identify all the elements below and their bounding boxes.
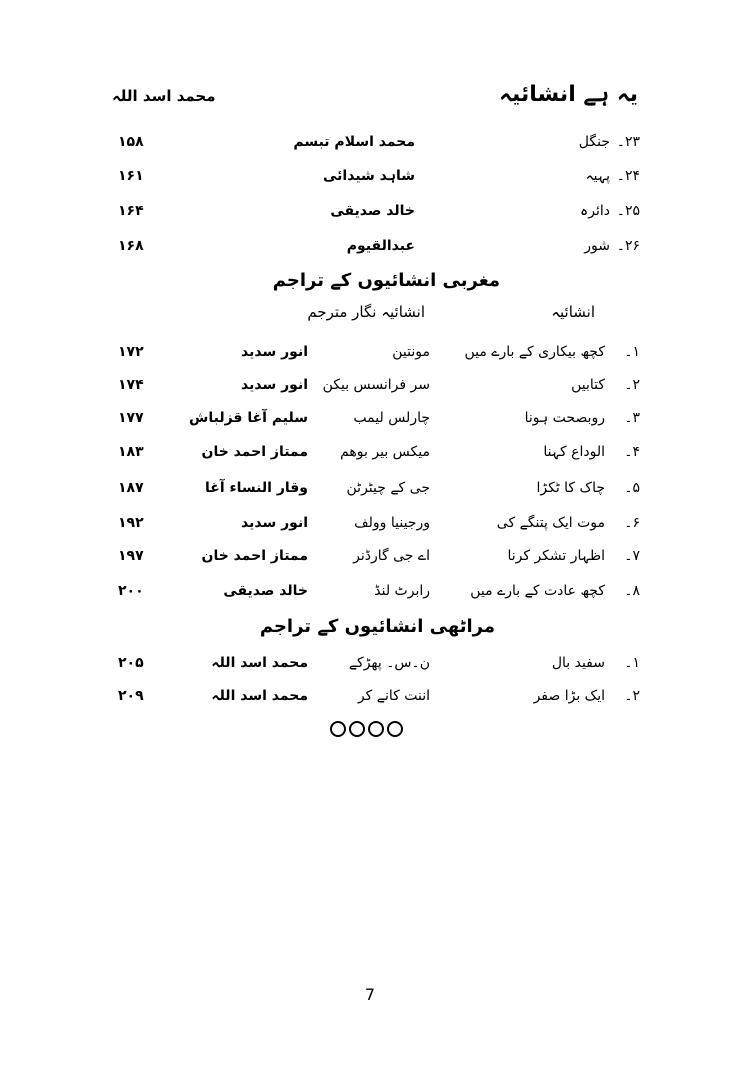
entry-number: ۷۔ <box>624 548 640 564</box>
entry-page: ۱۶۱ <box>118 168 144 184</box>
entry-title: روبصحت ہونا <box>524 410 605 426</box>
entry-author: ن۔س۔ پھڑکے <box>348 655 430 671</box>
entry-number: ۲۔ <box>624 688 640 704</box>
entry-title: کچھ عادت کے بارے میں <box>470 583 605 599</box>
entry-page: ۱۸۷ <box>118 480 144 496</box>
entry-page: ۲۰۵ <box>118 655 144 671</box>
page-number: 7 <box>364 985 376 1004</box>
entry-author: سر فرانسس بیکن <box>322 377 430 393</box>
entry-number: ۲۴۔ <box>616 168 640 184</box>
entry-page: ۱۹۲ <box>118 515 144 531</box>
entry-translator: محمد اسد اللہ <box>211 688 308 704</box>
entry-author: میکس بیر بوھم <box>340 444 430 460</box>
entry-author: مونتین <box>392 344 430 360</box>
entry-title: کتابیں <box>571 377 605 393</box>
entry-page: ۱۵۸ <box>118 134 144 150</box>
toc-entry <box>112 341 640 367</box>
entry-author: خالد صدیقی <box>330 203 415 219</box>
entry-number: ۲۳۔ <box>616 134 640 150</box>
entry-page: ۱۷۷ <box>118 410 144 426</box>
toc-entry <box>112 512 640 538</box>
four-circles-ornament-icon <box>330 721 410 737</box>
entry-number: ۱۔ <box>624 655 640 671</box>
entry-page: ۱۹۷ <box>118 548 144 564</box>
entry-author: اے جی گارڈنر <box>353 548 430 564</box>
book-title: یہ ہے انشائیہ <box>499 82 638 107</box>
entry-title: چاک کا ٹکڑا <box>536 480 605 496</box>
entry-title: پہیہ <box>585 168 610 184</box>
entry-translator: انور سدید <box>241 515 308 531</box>
toc-entry <box>112 477 640 503</box>
toc-entry <box>112 441 640 467</box>
entry-translator: سلیم آغا قزلباش <box>189 410 308 426</box>
toc-entry <box>112 165 640 191</box>
book-author: محمد اسد اللہ <box>112 87 216 105</box>
entry-title: اظہار تشکر کرنا <box>507 548 605 564</box>
entry-number: ۲۔ <box>624 377 640 393</box>
toc-entry <box>112 685 640 711</box>
entry-page: ۱۷۲ <box>118 344 144 360</box>
entry-translator: محمد اسد اللہ <box>211 655 308 671</box>
entry-title: دائرہ <box>580 203 610 219</box>
entry-translator: ممتاز احمد خان <box>201 548 308 564</box>
section-heading-marathi: مراٹھی انشائیوں کے تراجم <box>259 616 495 637</box>
entry-page: ۲۰۹ <box>118 688 144 704</box>
entry-title: ایک بڑا صفر <box>533 688 605 704</box>
toc-entry <box>112 200 640 226</box>
column-header-writer-translator: انشائیہ نگار مترجم <box>307 303 425 321</box>
circle-icon <box>368 721 384 737</box>
circle-icon <box>387 721 403 737</box>
circle-icon <box>349 721 365 737</box>
entry-translator: ممتاز احمد خان <box>201 444 308 460</box>
entry-page: ۲۰۰ <box>118 583 144 599</box>
entry-translator: خالد صدیقی <box>223 583 308 599</box>
entry-number: ۵۔ <box>624 480 640 496</box>
entry-author: چارلس لیمب <box>353 410 430 426</box>
circle-icon <box>330 721 346 737</box>
toc-entry <box>112 131 640 157</box>
entry-author: ورجینیا وولف <box>354 515 430 531</box>
entry-number: ۲۵۔ <box>616 203 640 219</box>
column-header-essay: انشائیہ <box>551 303 595 321</box>
entry-page: ۱۸۳ <box>118 444 144 460</box>
entry-number: ۴۔ <box>624 444 640 460</box>
entry-number: ۳۔ <box>624 410 640 426</box>
entry-number: ۱۔ <box>624 344 640 360</box>
entry-number: ۶۔ <box>624 515 640 531</box>
entry-author: محمد اسلام تبسم <box>293 134 415 150</box>
entry-author: رابرٹ لنڈ <box>374 583 430 599</box>
entry-title: موت ایک پتنگے کی <box>496 515 605 531</box>
running-header <box>112 82 638 114</box>
entry-number: ۲۶۔ <box>616 238 640 254</box>
entry-title: جنگل <box>578 134 610 150</box>
entry-title: الوداع کہنا <box>543 444 605 460</box>
entry-author: شاہد شیدائی <box>323 168 415 184</box>
toc-entry <box>112 407 640 433</box>
toc-entry <box>112 652 640 678</box>
entry-title: کچھ بیکاری کے بارے میں <box>464 344 605 360</box>
entry-translator: انور سدید <box>241 344 308 360</box>
toc-entry <box>112 374 640 400</box>
toc-entry <box>112 235 640 261</box>
entry-page: ۱۶۸ <box>118 238 144 254</box>
toc-entry <box>112 545 640 571</box>
toc-entry <box>112 580 640 606</box>
entry-translator: انور سدید <box>241 377 308 393</box>
entry-author: عبدالقیوم <box>346 238 415 254</box>
section-heading-western: مغربی انشائیوں کے تراجم <box>272 270 500 291</box>
entry-page: ۱۶۴ <box>118 203 144 219</box>
entry-author: جی کے چیٹرٹن <box>346 480 430 496</box>
entry-title: شور <box>584 238 610 254</box>
entry-translator: وقار النساء آغا <box>205 480 308 496</box>
entry-number: ۸۔ <box>624 583 640 599</box>
entry-page: ۱۷۴ <box>118 377 144 393</box>
entry-title: سفید بال <box>551 655 605 671</box>
entry-author: اننت کانے کر <box>357 688 430 704</box>
